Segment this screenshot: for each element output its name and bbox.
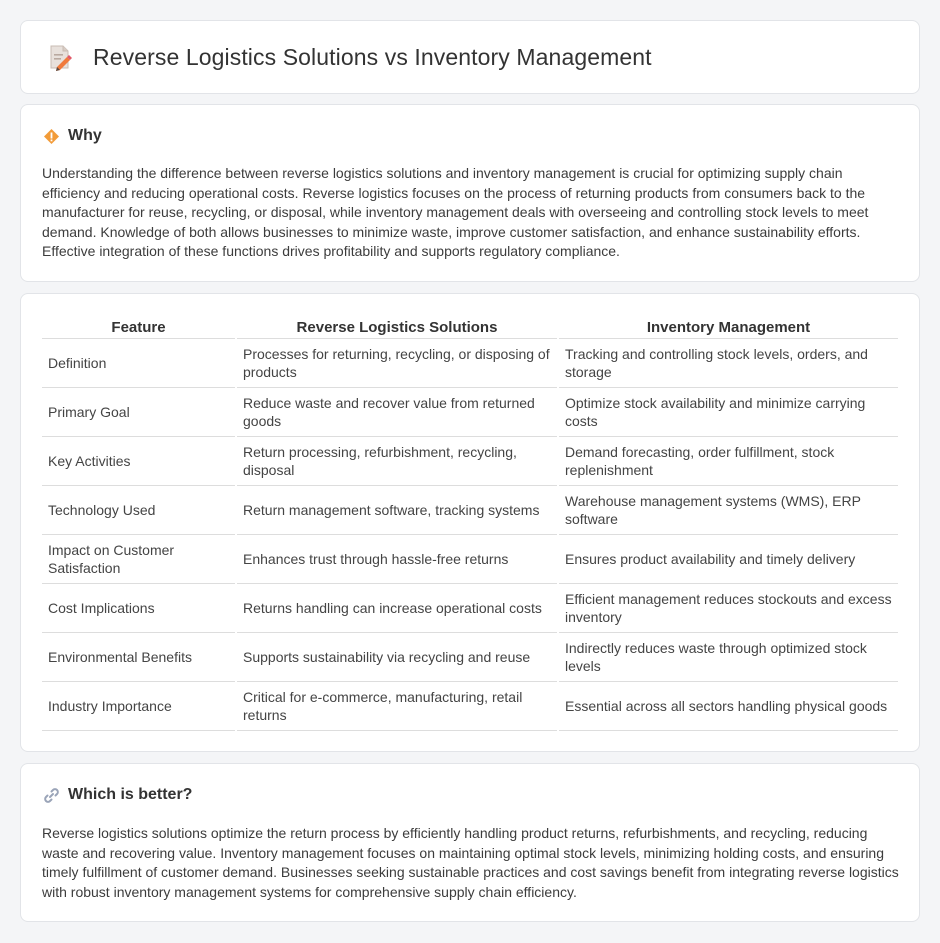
- link-icon: [43, 787, 60, 804]
- table-header-row: [42, 318, 898, 338]
- inventory-management-cell: Efficient management reduces stockouts and excess inventory: [558, 583, 898, 632]
- table-row: [42, 485, 898, 534]
- better-heading: Which is better?: [68, 786, 193, 803]
- page-title: Reverse Logistics Solutions vs Inventory Management: [93, 43, 652, 70]
- reverse-logistics-cell: Return processing, refurbishment, recycling, disposal: [236, 436, 558, 485]
- document-pencil-icon: [47, 43, 73, 71]
- feature-cell: Key Activities: [42, 436, 236, 485]
- inventory-management-cell: Essential across all sectors handling physical goods: [558, 681, 898, 730]
- title-row: [47, 43, 652, 71]
- table-row: [42, 583, 898, 632]
- feature-cell: Industry Importance: [42, 681, 236, 730]
- reverse-logistics-cell: Returns handling can increase operational costs: [236, 583, 558, 632]
- table-row: [42, 632, 898, 681]
- column-header-inventory-management: Inventory Management: [558, 318, 898, 338]
- feature-cell: Cost Implications: [42, 583, 236, 632]
- inventory-management-cell: Optimize stock availability and minimize carrying costs: [558, 387, 898, 436]
- inventory-management-cell: Demand forecasting, order fulfillment, stock replenishment: [558, 436, 898, 485]
- diamond-warning-icon: [43, 128, 60, 145]
- why-paragraph: Understanding the difference between reverse logistics solutions and inventory management is crucial for optimizing supply chain efficiency and reducing operational costs. Reverse logistics focuses on the process of returning products from consumers back to the manufacturer for reuse, recycling, or disposal, while inventory management deals with overseeing and controlling stock levels to meet demand. Knowledge of both allows businesses to minimize waste, improve customer satisfaction, and enhance sustainability efforts. Effective integration of these functions drives profitability and supports regulatory compliance.: [42, 165, 869, 260]
- column-header-reverse-logistics: Reverse Logistics Solutions: [236, 318, 558, 338]
- table-row: [42, 534, 898, 583]
- reverse-logistics-cell: Supports sustainability via recycling and reuse: [236, 632, 558, 681]
- reverse-logistics-cell: Enhances trust through hassle-free returns: [236, 534, 558, 583]
- comparison-section: [20, 293, 920, 752]
- feature-cell: Impact on Customer Satisfaction: [42, 534, 236, 583]
- feature-cell: Technology Used: [42, 485, 236, 534]
- which-is-better-section: [20, 763, 920, 922]
- table-row: [42, 681, 898, 730]
- better-paragraph: Reverse logistics solutions optimize the return process by efficiently handling product returns, refurbishments, and recycling, reducing waste and recovering value. Inventory management focuses on maintaining optimal stock levels, minimizing holding costs, and ensuring timely fulfillment of customer demand. Businesses seeking sustainable practices and cost savings benefit from integrating reverse logistics with robust inventory management systems for comprehensive supply chain efficiency.: [42, 825, 899, 900]
- reverse-logistics-cell: Processes for returning, recycling, or disposing of products: [236, 338, 558, 387]
- feature-cell: Environmental Benefits: [42, 632, 236, 681]
- title-card: [20, 20, 920, 94]
- inventory-management-cell: Indirectly reduces waste through optimized stock levels: [558, 632, 898, 681]
- reverse-logistics-cell: Return management software, tracking systems: [236, 485, 558, 534]
- reverse-logistics-cell: Critical for e-commerce, manufacturing, retail returns: [236, 681, 558, 730]
- reverse-logistics-cell: Reduce waste and recover value from returned goods: [236, 387, 558, 436]
- table-row: [42, 436, 898, 485]
- table-row: [42, 387, 898, 436]
- inventory-management-cell: Warehouse management systems (WMS), ERP software: [558, 485, 898, 534]
- why-heading-row: [43, 127, 102, 145]
- inventory-management-cell: Ensures product availability and timely delivery: [558, 534, 898, 583]
- column-header-feature: Feature: [42, 318, 236, 338]
- better-heading-row: [43, 786, 192, 804]
- why-heading: Why: [68, 127, 102, 144]
- table-row: [42, 338, 898, 387]
- feature-cell: Definition: [42, 338, 236, 387]
- comparison-table: [42, 318, 898, 731]
- feature-cell: Primary Goal: [42, 387, 236, 436]
- inventory-management-cell: Tracking and controlling stock levels, orders, and storage: [558, 338, 898, 387]
- why-section: [20, 104, 920, 282]
